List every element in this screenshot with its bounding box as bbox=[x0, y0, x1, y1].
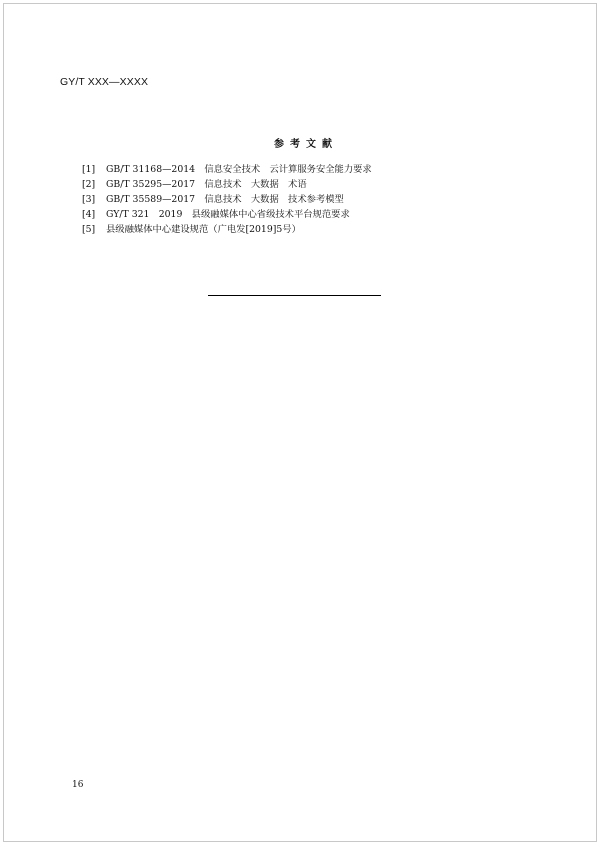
reference-text: GB/T 35589—2017 信息技术 大数据 技术参考模型 bbox=[106, 194, 344, 205]
reference-number: [2] bbox=[82, 179, 96, 190]
reference-number: [3] bbox=[82, 194, 96, 205]
end-of-document-line bbox=[208, 295, 381, 296]
page-number: 16 bbox=[72, 780, 84, 790]
reference-item bbox=[82, 207, 372, 222]
reference-number: [4] bbox=[82, 209, 96, 220]
reference-number: [1] bbox=[82, 164, 96, 175]
reference-text: GB/T 31168—2014 信息安全技术 云计算服务安全能力要求 bbox=[106, 164, 372, 175]
reference-text: 县级融媒体中心建设规范（广电发[2019]5号） bbox=[106, 224, 301, 235]
reference-item bbox=[82, 162, 372, 177]
reference-text: GB/T 35295—2017 信息技术 大数据 术语 bbox=[106, 179, 307, 190]
reference-item bbox=[82, 192, 372, 207]
section-title: 参考文献 bbox=[274, 139, 338, 150]
reference-text: GY/T 321 2019 县级融媒体中心省级技术平台规范要求 bbox=[106, 209, 350, 220]
reference-item bbox=[82, 177, 372, 192]
document-code: GY/T XXX—XXXX bbox=[60, 76, 149, 88]
reference-item bbox=[82, 222, 372, 237]
reference-number: [5] bbox=[82, 224, 96, 235]
document-page bbox=[3, 3, 597, 842]
reference-list bbox=[82, 162, 372, 237]
